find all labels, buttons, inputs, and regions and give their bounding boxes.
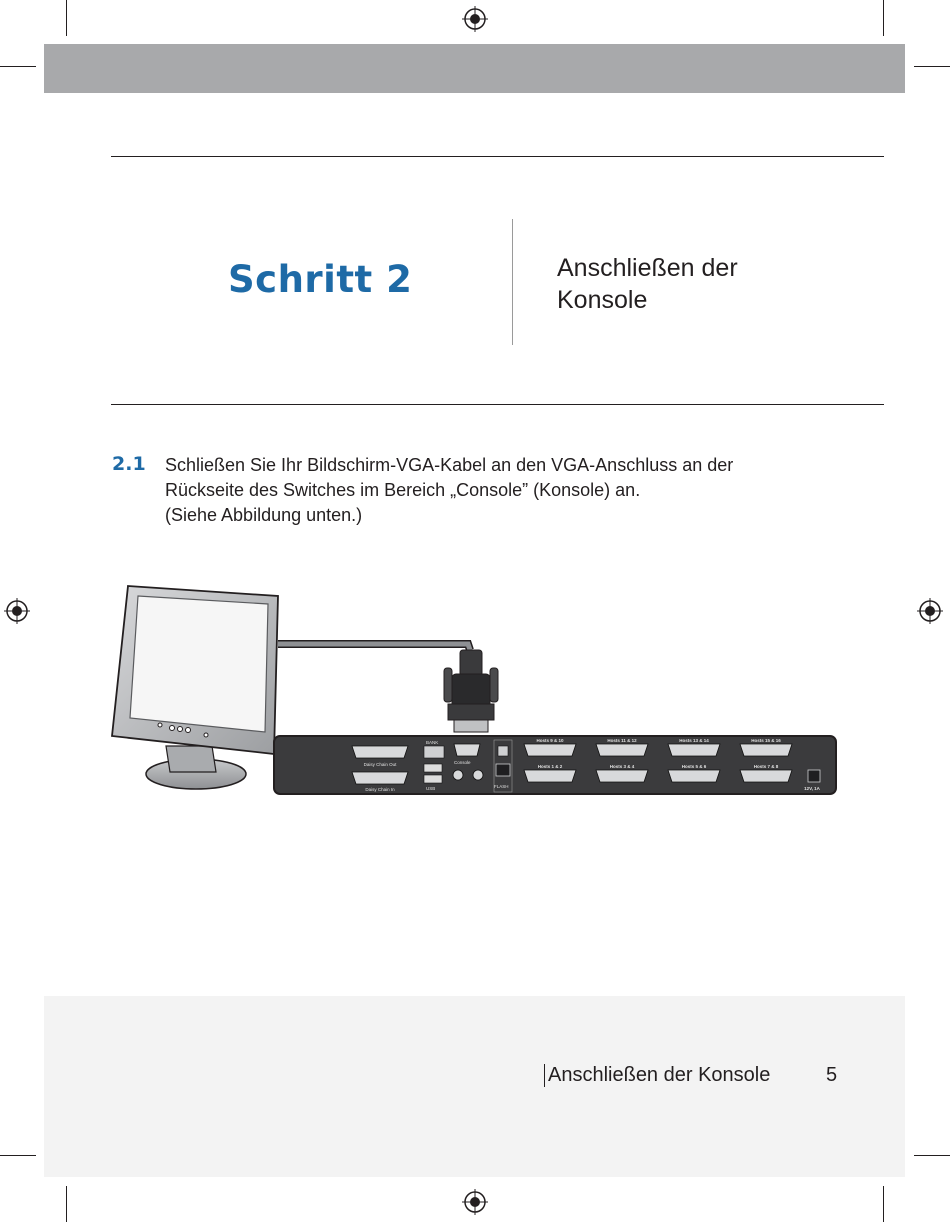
section-heading-line1: Anschließen der — [557, 254, 738, 282]
crop-mark — [0, 66, 36, 67]
bottom-rule — [111, 404, 884, 405]
instruction-number: 2.1 — [112, 453, 146, 475]
registration-mark-icon — [917, 598, 943, 624]
footer-section-title: Anschließen der Konsole — [544, 1064, 770, 1087]
label-hosts-11-12: Hosts 11 & 12 — [607, 738, 637, 743]
crop-mark — [66, 0, 67, 36]
crop-mark — [66, 1186, 67, 1222]
crop-mark — [914, 66, 950, 67]
top-rule — [111, 156, 884, 157]
connection-illustration — [108, 578, 840, 800]
title-divider — [512, 219, 513, 345]
crop-mark — [883, 1186, 884, 1222]
step-title: Schritt 2 — [228, 258, 413, 301]
footer-band — [44, 996, 905, 1177]
instruction-line1: Schließen Sie Ihr Bildschirm-VGA-Kabel an den VGA-Anschluss an der — [165, 455, 734, 475]
label-flash: FLASH — [494, 784, 509, 789]
page-number: 5 — [826, 1064, 838, 1086]
label-usb: USB — [426, 786, 436, 791]
registration-mark-icon — [4, 598, 30, 624]
kvm-switch-panel — [274, 736, 836, 794]
instruction-text — [165, 453, 845, 528]
section-heading — [557, 252, 857, 316]
label-daisy-out: Daisy Chain Out — [363, 762, 397, 767]
label-hosts-13-14: Hosts 13 & 14 — [679, 738, 709, 743]
registration-mark-icon — [462, 6, 488, 32]
header-band — [44, 44, 905, 93]
section-heading-line2: Konsole — [557, 286, 648, 314]
label-hosts-1-2: Hosts 1 & 2 — [537, 764, 563, 769]
label-console: Console — [454, 760, 471, 765]
instruction-line2: Rückseite des Switches im Bereich „Console” (Konsole) an. — [165, 480, 641, 500]
label-daisy-in: Daisy Chain In — [365, 787, 395, 792]
monitor-icon — [112, 586, 278, 789]
label-hosts-3-4: Hosts 3 & 4 — [609, 764, 635, 769]
label-hosts-9-10: Hosts 9 & 10 — [536, 738, 564, 743]
crop-mark — [0, 1155, 36, 1156]
label-hosts-7-8: Hosts 7 & 8 — [753, 764, 779, 769]
label-power: 12V, 1A — [804, 786, 820, 791]
vga-plug-icon — [444, 650, 498, 732]
label-hosts-15-16: Hosts 15 & 16 — [751, 738, 781, 743]
crop-mark — [914, 1155, 950, 1156]
crop-mark — [883, 0, 884, 36]
label-bank: BANK — [426, 740, 439, 745]
label-hosts-5-6: Hosts 5 & 6 — [681, 764, 707, 769]
instruction-line3: (Siehe Abbildung unten.) — [165, 505, 363, 525]
registration-mark-icon — [462, 1189, 488, 1215]
